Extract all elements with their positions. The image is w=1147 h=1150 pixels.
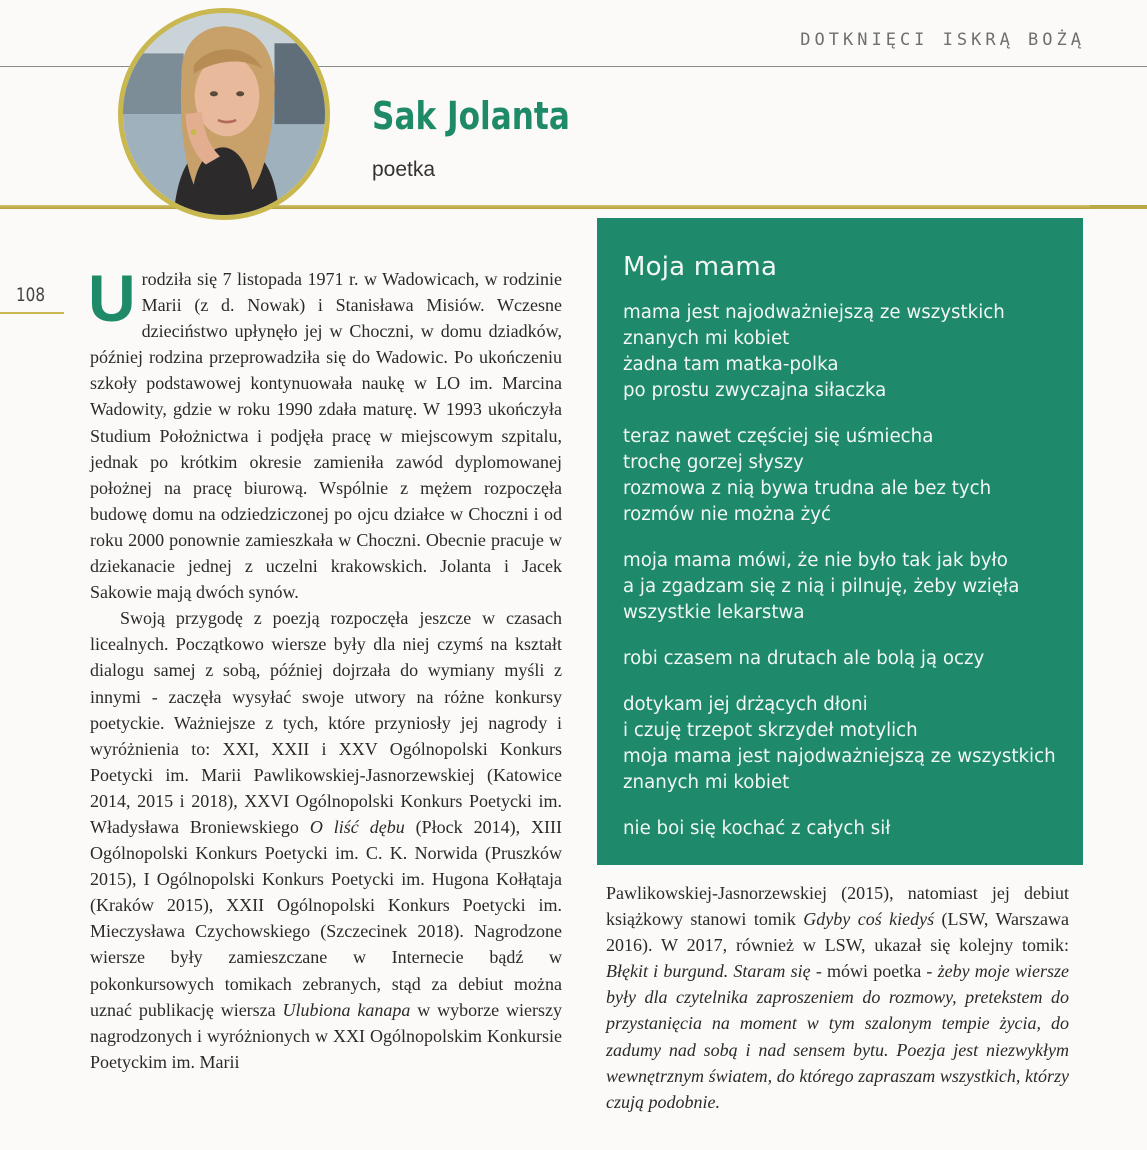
book-title-reference: Gdyby coś kiedyś [803,909,935,930]
biography-text-2b: (Płock 2014), XIII Ogólnopolski Konkurs Poetycki im. C. K. Norwida (Pruszków 2015), I Ogólnopolski Konkurs Poetycki im. Hugona Kołłątaja (Kraków 2015), XXII Ogólnopolski Konkurs Poetycki im. Mieczysława Czychowskiego (Szczecinek 2018). Nagrodzone wiersze były zamieszczane w Internecie bądź w pokonkursowych tomikach zebranych, stąd za debiut można uznać publikację wiersza [90,816,562,1020]
biography-text-2c: w wyborze wierszy nagrodzonych i wyróżnionych w XXI Ogólnopolskim Konkursie Poetyckim im. Marii [90,999,563,1072]
poem-stanza [623,692,1083,796]
poem-title-reference: Ulubiona kanapa [282,999,411,1020]
drop-cap: U [88,261,136,335]
poem-line: dotykam jej drżących dłoni [623,694,868,715]
poem-line: moja mama jest najodważniejszą ze wszystkich [623,746,1056,767]
poem-line: znanych mi kobiet [623,328,790,349]
poem-stanza [623,424,1083,528]
poem-stanza [623,816,1083,842]
poem-line: mama jest najodważniejszą ze wszystkich [623,302,1005,323]
biography-text-3a: Pawlikowskiej-Jasnorzewskiej (2015), natomiast jej debiut książkowy stanowi tomik [606,883,1069,930]
poem-line: rozmowa z nią bywa trudna ale bez tych [623,478,992,499]
poem-stanza [623,548,1083,626]
poem-title: Moja mama [623,252,778,282]
biography-text-3b: (LSW, Warszawa 2016). W 2017, również w LSW, ukazał się kolejny tomik: [606,909,1070,956]
portrait-photo [123,13,325,215]
poem-line: a ja zgadzam się z nią i pilnuję, żeby wzięła [623,576,1020,597]
biography-paragraph-2 [90,605,562,1075]
biography-continuation [606,880,1069,1115]
biography-paragraph-3 [606,880,1069,1115]
biography-text-1: rodziła się 7 listopada 1971 r. w Wadowicach, w rodzinie Marii (z d. Nowak) i Stanisława Misiów. Wczesne dzieciństwo upłynęło jej w Choczni, w domu dziadków, później rodzina przeprowadziła się do Wadowic. Po ukończeniu szkoły podstawowej kontynuowała naukę w LO im. Marcina Wadowity, gdzie w roku 1990 zdała maturę. W 1993 ukończyła Studium Położnictwa i podjęła pracę w miejscowym szpitalu, jednak po krótkim okresie zamieniła zawód dyplomowanej położnej na pracę biurową. Wspólnie z mężem rozpoczęła budowę domu na odziedziczonej po ojcu działce w Choczni i od roku 2000 ponownie zamieszkała w Choczni. Obecnie pracuje w dziekanacie jednej z uczelni krakowskich. Jolanta i Jacek Sakowie mają dwóch synów. [90,269,562,603]
gold-divider [0,205,1097,209]
poem-line: żadna tam matka-polka [623,354,839,375]
author-name: Sak Jolanta [372,94,570,138]
poem-line: robi czasem na drutach ale bolą ją oczy [623,648,985,669]
biography-text-3c: - mówi poetka [810,961,927,982]
author-role: poetka [372,158,436,181]
poem-line: wszystkie lekarstwa [623,602,805,623]
poem-stanza [623,646,1083,672]
poem-line: znanych mi kobiet [623,772,790,793]
running-head: DOTKNIĘCI ISKRĄ BOŻĄ [800,30,1085,50]
biography-paragraph-1 [88,261,562,605]
page-number: 108 [16,284,46,306]
poet-quote: - żeby moje wiersze były dla czytelnika zaproszeniem do rozmowy, pretekstem do przystanięcia na moment w tym szalonym tempie życia, do zadumy nad sobą i nad sensem bytu. Poezja jest niezwykłym wewnętrznym światem, do którego zapraszam wszystkich, którzy czują podobnie. [606,961,1069,1112]
poem-title-reference: O liść dębu [309,816,405,837]
page-number-rule [0,312,64,314]
gold-divider-cap [1090,205,1147,209]
poem-line: rozmów nie można żyć [623,504,831,525]
poem-box [597,218,1083,865]
poem-line: teraz nawet częściej się uśmiecha [623,426,934,447]
book-title-reference: Błękit i burgund. Staram się [606,961,811,982]
biography-column [88,261,563,1075]
poem-line: trochę gorzej słyszy [623,452,804,473]
poem-line: po prostu zwyczajna siłaczka [623,380,887,401]
poem-stanza [623,300,1083,404]
poem-line: moja mama mówi, że nie było tak jak było [623,550,1008,571]
poem-line: i czuję trzepot skrzydeł motylich [623,720,918,741]
author-portrait [118,8,330,220]
poem-stanzas [623,300,1083,842]
biography-text-2a: Swoją przygodę z poezją rozpoczęła jeszcze w czasach licealnych. Początkowo wiersze były dla niej czymś na kształt dialogu samej z sobą, później dojrzała do wymiany myśli z innymi - zaczęła wysyłać swoje utwory na różne konkursy poetyckie. Ważniejsze z tych, które przyniosły jej nagrody i wyróżnienia to: XXI, XXII i XXV Ogólnopolski Konkurs Poetycki im. Marii Pawlikowskiej-Jasnorzewskiej (Katowice 2014, 2015 i 2018), XXVI Ogólnopolski Konkurs Poetycki im. Władysława Broniewskiego [90,608,562,837]
poem-line: nie boi się kochać z całych sił [623,818,891,839]
